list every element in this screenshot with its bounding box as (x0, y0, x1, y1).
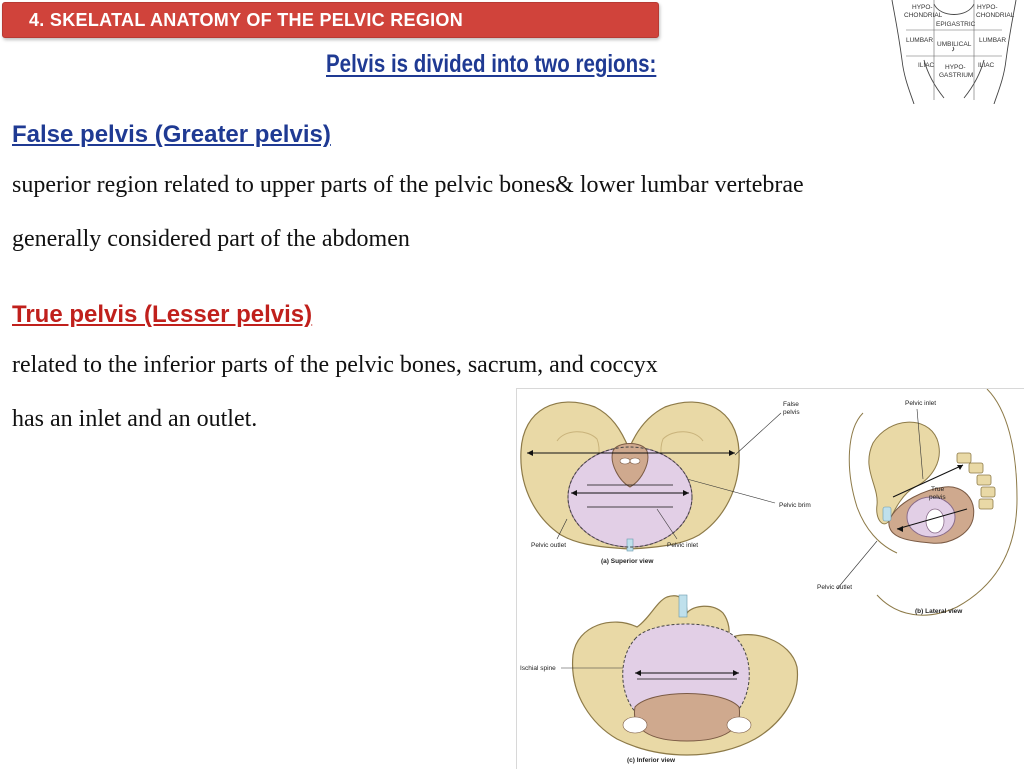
region-label-hypogastrium-2: GASTRIUM (939, 72, 974, 79)
caption-lateral-view: (b) Lateral view (915, 608, 963, 615)
label-pelvic-outlet-superior: Pelvic outlet (531, 542, 567, 549)
region-label-lumbar-left: LUMBAR (906, 37, 934, 44)
region-label-iliac-right: ILIAC (978, 62, 995, 69)
false-pelvis-heading: False pelvis (Greater pelvis) (12, 121, 331, 148)
caption-inferior-view: (c) Inferior view (627, 757, 676, 764)
abdominal-regions-diagram (884, 0, 1024, 104)
label-pelvic-brim: Pelvic brim (779, 502, 811, 509)
label-ischial-spine: Ischial spine (520, 665, 556, 672)
region-label-hypochondrial-left: HYPO- (912, 4, 933, 11)
region-label-hypochondrial-right-2: CHONDRIAL (976, 12, 1015, 19)
region-label-hypochondrial-left-2: CHONDRIAL (904, 12, 943, 19)
banner-title: 4. SKELATAL ANATOMY OF THE PELVIC REGION (29, 9, 464, 30)
region-label-hypogastrium: HYPO- (945, 64, 966, 71)
section-banner (2, 2, 659, 38)
label-pelvic-inlet-lateral: Pelvic inlet (905, 400, 937, 407)
superior-view-illustration (521, 402, 739, 551)
inferior-view-illustration (573, 595, 798, 755)
slide-subtitle: Pelvis is divided into two regions: (326, 50, 657, 78)
region-label-lumbar-right: LUMBAR (979, 37, 1007, 44)
label-true-pelvis-2: pelvis (929, 494, 946, 501)
false-pelvis-line-2: generally considered part of the abdomen (12, 226, 410, 252)
caption-superior-view: (a) Superior view (601, 558, 654, 565)
true-pelvis-line-2: has an inlet and an outlet. (12, 406, 258, 432)
pelvis-anatomy-figure (516, 388, 1024, 769)
true-pelvis-heading: True pelvis (Lesser pelvis) (12, 301, 313, 328)
region-label-iliac-left: ILIAC (918, 62, 935, 69)
label-false-pelvis: False (783, 401, 799, 408)
label-pelvic-inlet-superior: Pelvic inlet (667, 542, 699, 549)
label-false-pelvis-2: pelvis (783, 409, 800, 416)
region-label-hypochondrial-right: HYPO- (977, 4, 998, 11)
label-pelvic-outlet-lateral: Pelvic outlet (817, 584, 853, 591)
false-pelvis-line-1: superior region related to upper parts of the pelvic bones& lower lumbar vertebrae (12, 172, 804, 198)
region-label-epigastric: EPIGASTRIC (936, 21, 976, 28)
region-label-umbilical: UMBILICAL (937, 41, 972, 48)
lateral-view-illustration (849, 389, 1017, 615)
label-true-pelvis: True (931, 486, 945, 493)
true-pelvis-line-1: related to the inferior parts of the pelvic bones, sacrum, and coccyx (12, 352, 658, 378)
